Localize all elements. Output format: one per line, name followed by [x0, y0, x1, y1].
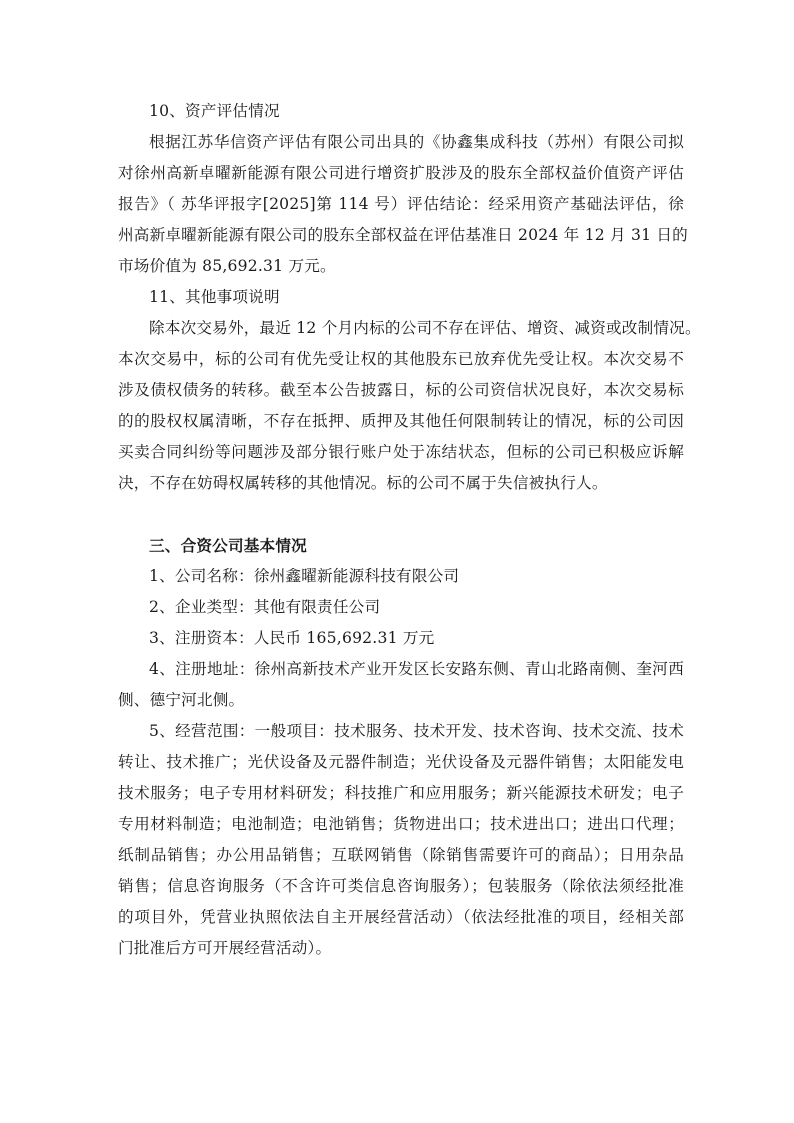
- business-scope-line: 专用材料制造；电池制造；电池销售；货物进出口；技术进出口；进出口代理；: [118, 815, 684, 833]
- section-11-heading: 11、其他事项说明: [149, 288, 280, 306]
- paragraph-line: 除本次交易外，最近 12 个月内标的公司不存在评估、增资、减资或改制情况。: [149, 319, 701, 337]
- section-3-heading: 三、合资公司基本情况: [149, 536, 307, 555]
- paragraph-line: 根据江苏华信资产评估有限公司出具的《协鑫集成科技（苏州）有限公司拟: [149, 133, 684, 151]
- paragraph-line: 本次交易中，标的公司有优先受让权的其他股东已放弃优先受让权。本次交易不: [118, 350, 684, 368]
- business-scope-line: 门批准后方可开展经营活动）。: [118, 939, 332, 957]
- business-scope-line: 纸制品销售；办公用品销售；互联网销售（除销售需要许可的商品）；日用杂品: [118, 846, 684, 864]
- registered-address-line: 侧、德宁河北侧。: [118, 691, 245, 709]
- document-page: [118, 96, 701, 964]
- business-scope-line: 的项目外，凭营业执照依法自主开展经营活动）（依法经批准的项目，经相关部: [118, 908, 684, 926]
- registered-capital-line: 3、注册资本：人民币 165,692.31 万元: [149, 629, 435, 647]
- paragraph-line: 报告》（ 苏华评报字[2025]第 114 号）评估结论：经采用资产基础法评估，徐: [118, 195, 684, 213]
- registered-address-line: 4、注册地址：徐州高新技术产业开发区长安路东侧、青山北路南侧、奎河西: [149, 660, 684, 678]
- paragraph-line: 州高新卓曜新能源有限公司的股东全部权益在评估基准日 2024 年 12 月 31 日的: [118, 226, 688, 244]
- paragraph-line: 买卖合同纠纷等问题涉及部分银行账户处于冻结状态，但标的公司已积极应诉解: [118, 443, 684, 461]
- section-10-heading: 10、资产评估情况: [149, 102, 280, 120]
- paragraph-line: 涉及债权债务的转移。截至本公告披露日，标的公司资信状况良好，本次交易标: [118, 381, 684, 399]
- paragraph-line: 对徐州高新卓曜新能源有限公司进行增资扩股涉及的股东全部权益价值资产评估: [118, 164, 684, 182]
- paragraph-line: 市场价值为 85,692.31 万元。: [118, 257, 336, 275]
- paragraph-line: 的的股权权属清晰，不存在抵押、质押及其他任何限制转让的情况，标的公司因: [118, 412, 684, 430]
- section-spacer: [118, 499, 684, 530]
- business-scope-line: 转让、技术推广；光伏设备及元器件制造；光伏设备及元器件销售；太阳能发电: [118, 753, 684, 771]
- paragraph-line: 决，不存在妨碍权属转移的其他情况。标的公司不属于失信被执行人。: [118, 474, 608, 492]
- company-name-line: 1、公司名称：徐州鑫曜新能源科技有限公司: [149, 567, 460, 585]
- business-scope-line: 5、经营范围：一般项目：技术服务、技术开发、技术咨询、技术交流、技术: [149, 722, 684, 740]
- business-scope-line: 销售；信息咨询服务（不含许可类信息咨询服务）；包装服务（除依法须经批准: [118, 877, 684, 895]
- company-type-line: 2、企业类型：其他有限责任公司: [149, 598, 381, 616]
- business-scope-line: 技术服务；电子专用材料研发；科技推广和应用服务；新兴能源技术研发；电子: [118, 784, 684, 802]
